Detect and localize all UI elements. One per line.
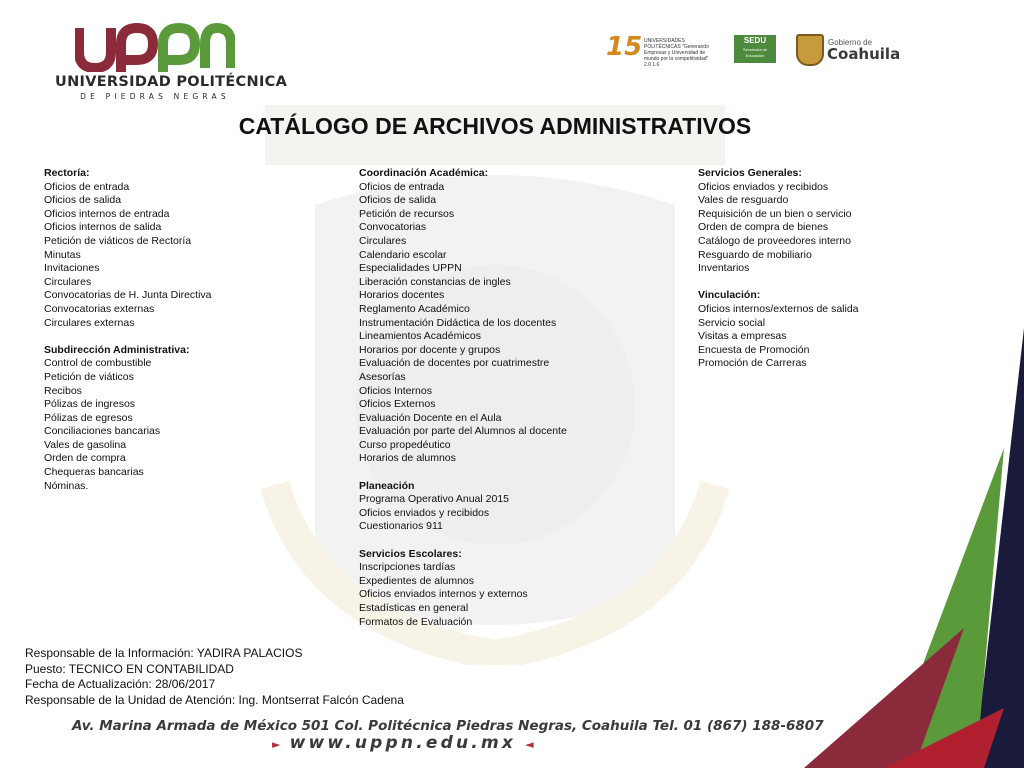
list-item: Oficios Internos [359,384,432,397]
logo-15-number: 15 [606,32,643,62]
list-item: Oficios enviados y recibidos [359,506,490,519]
sedu-logo [734,35,776,63]
section-coordinacion-academica [359,167,679,466]
unidad-line: Responsable de la Unidad de Atención: Ing. Montserrat Falcón Cadena [25,692,404,707]
list-item: Reglamento Académico [359,302,470,315]
list-item: Orden de compra de bienes [698,221,829,234]
list-item: Invitaciones [44,262,100,275]
corner-decoration [764,328,1024,768]
list-item: Pólizas de ingresos [44,398,136,411]
institution-subtitle: DE PIEDRAS NEGRAS [80,92,230,101]
address-line: Av. Marina Armada de México 501 Col. Politécnica Piedras Negras, Coahuila Tel. 01 (867) 188-6807 [72,718,824,734]
coahuila-label: Coahuila [827,45,901,63]
list-item: Oficios enviados y recibidos [698,180,829,193]
list-item: Curso propedéutico [359,438,451,451]
list-item: Oficios de entrada [359,180,445,193]
section-title: Planeación [359,479,415,492]
logo-15-text: UNIVERSIDADES POLITÉCNICAS "Generando Empresas y Universidad de mundo por la competitividad" 2.0 1.6 [644,38,709,68]
list-item: Control de combustible [44,357,152,370]
section-title: Coordinación Académica: [359,167,489,179]
universidades-politecnicas-logo [604,32,709,68]
list-item: Convocatorias [359,221,427,234]
list-item: Horarios docentes [359,289,445,302]
page-title: CATÁLOGO DE ARCHIVOS ADMINISTRATIVOS [238,113,752,139]
list-item: Inventarios [698,262,750,275]
list-item: Minutas [44,248,81,261]
list-item: Lineamientos Académicos [359,330,481,343]
list-item: Circulares [44,275,92,288]
uppn-logo [55,22,288,102]
sedu-sublabel: Secretaría de Educación [742,47,767,58]
website-line [272,733,534,753]
list-item: Requisición de un bien o servicio [698,207,852,220]
list-item: Liberación constancias de ingles [359,275,511,288]
list-item: Resguardo de mobiliario [698,248,812,261]
list-item: Oficios enviados internos y externos [359,588,528,601]
section-title: Subdirección Administrativa: [44,343,190,356]
coahuila-shield-icon [796,34,824,66]
list-item: Evaluación Docente en el Aula [359,411,502,424]
list-item: Convocatorias de H. Junta Directiva [44,289,212,302]
responsible-info [25,646,404,708]
list-item: Orden de compra [44,452,126,465]
list-item: Chequeras bancarias [44,466,144,479]
list-item: Servicio social [698,316,766,329]
arrow-right-icon: ► [272,738,281,751]
section-planeacion [359,480,679,534]
list-item: Petición de recursos [359,207,455,220]
list-item: Asesorías [359,370,406,383]
list-item: Calendario escolar [359,248,447,261]
list-item: Convocatorias externas [44,302,155,315]
responsable-line: Responsable de la Información: YADIRA PALACIOS [25,646,303,660]
list-item: Cuestionarios 911 [359,520,443,533]
list-item: Estadísticas en general [359,602,469,614]
section-title: Vinculación: [698,289,761,302]
list-item: Expedientes de alumnos [359,574,474,587]
column-center [359,167,679,643]
list-item: Nóminas. [44,479,89,492]
list-item: Petición de viáticos [44,370,134,383]
institution-name: UNIVERSIDAD POLITÉCNICA [55,74,288,90]
list-item: Inscripciones tardías [359,561,456,574]
list-item: Vales de resguardo [698,194,789,207]
list-item: Oficios internos de entrada [44,207,170,220]
list-item: Oficios de entrada [44,180,130,193]
arrow-left-icon: ◄ [525,738,534,751]
sedu-label: SEDU [743,36,767,45]
list-item: Formatos de Evaluación [359,615,473,628]
list-item: Promoción de Carreras [698,357,807,370]
section-title: Servicios Escolares: [359,547,462,560]
list-item: Circulares externas [44,316,135,329]
gobierno-coahuila-logo [796,34,906,66]
list-item: Vales de gasolina [44,438,127,451]
puesto-line: Puesto: TECNICO EN CONTABILIDAD [25,661,234,676]
list-item: Encuesta de Promoción [698,343,810,356]
list-item: Circulares [359,234,407,247]
list-item: Horarios de alumnos [359,452,456,465]
uppn-logo-mark [75,22,235,72]
section-rectoria [44,167,324,330]
list-item: Catálogo de proveedores interno [698,234,851,247]
section-title: Rectoría: [44,167,90,179]
list-item: Oficios Externos [359,398,436,411]
list-item: Oficios de salida [44,194,122,207]
list-item: Pólizas de egresos [44,411,133,424]
list-item: Conciliaciones bancarias [44,425,161,438]
list-item: Oficios de salida [359,194,437,207]
list-item: Instrumentación Didáctica de los docentes [359,316,557,329]
list-item: Programa Operativo Anual 2015 [359,493,510,506]
section-servicios-escolares [359,548,679,630]
column-left [44,167,324,507]
section-servicios-generales [698,167,978,276]
list-item: Petición de viáticos de Rectoría [44,234,192,247]
gobierno-label: Gobierno de [828,38,873,47]
section-subdireccion-administrativa [44,344,324,494]
list-item: Especialidades UPPN [359,262,462,275]
section-title: Servicios Generales: [698,167,802,179]
list-item: Evaluación por parte del Alumnos al docente [359,425,567,438]
list-item: Oficios internos/externos de salida [698,302,859,315]
website-url: www.uppn.edu.mx [289,733,517,753]
list-item: Oficios internos de salida [44,221,162,234]
list-item: Recibos [44,384,82,397]
list-item: Evaluación de docentes por cuatrimestre [359,357,550,370]
fecha-line: Fecha de Actualización: 28/06/2017 [25,677,216,692]
list-item: Horarios por docente y grupos [359,343,501,356]
list-item: Visitas a empresas [698,330,787,343]
